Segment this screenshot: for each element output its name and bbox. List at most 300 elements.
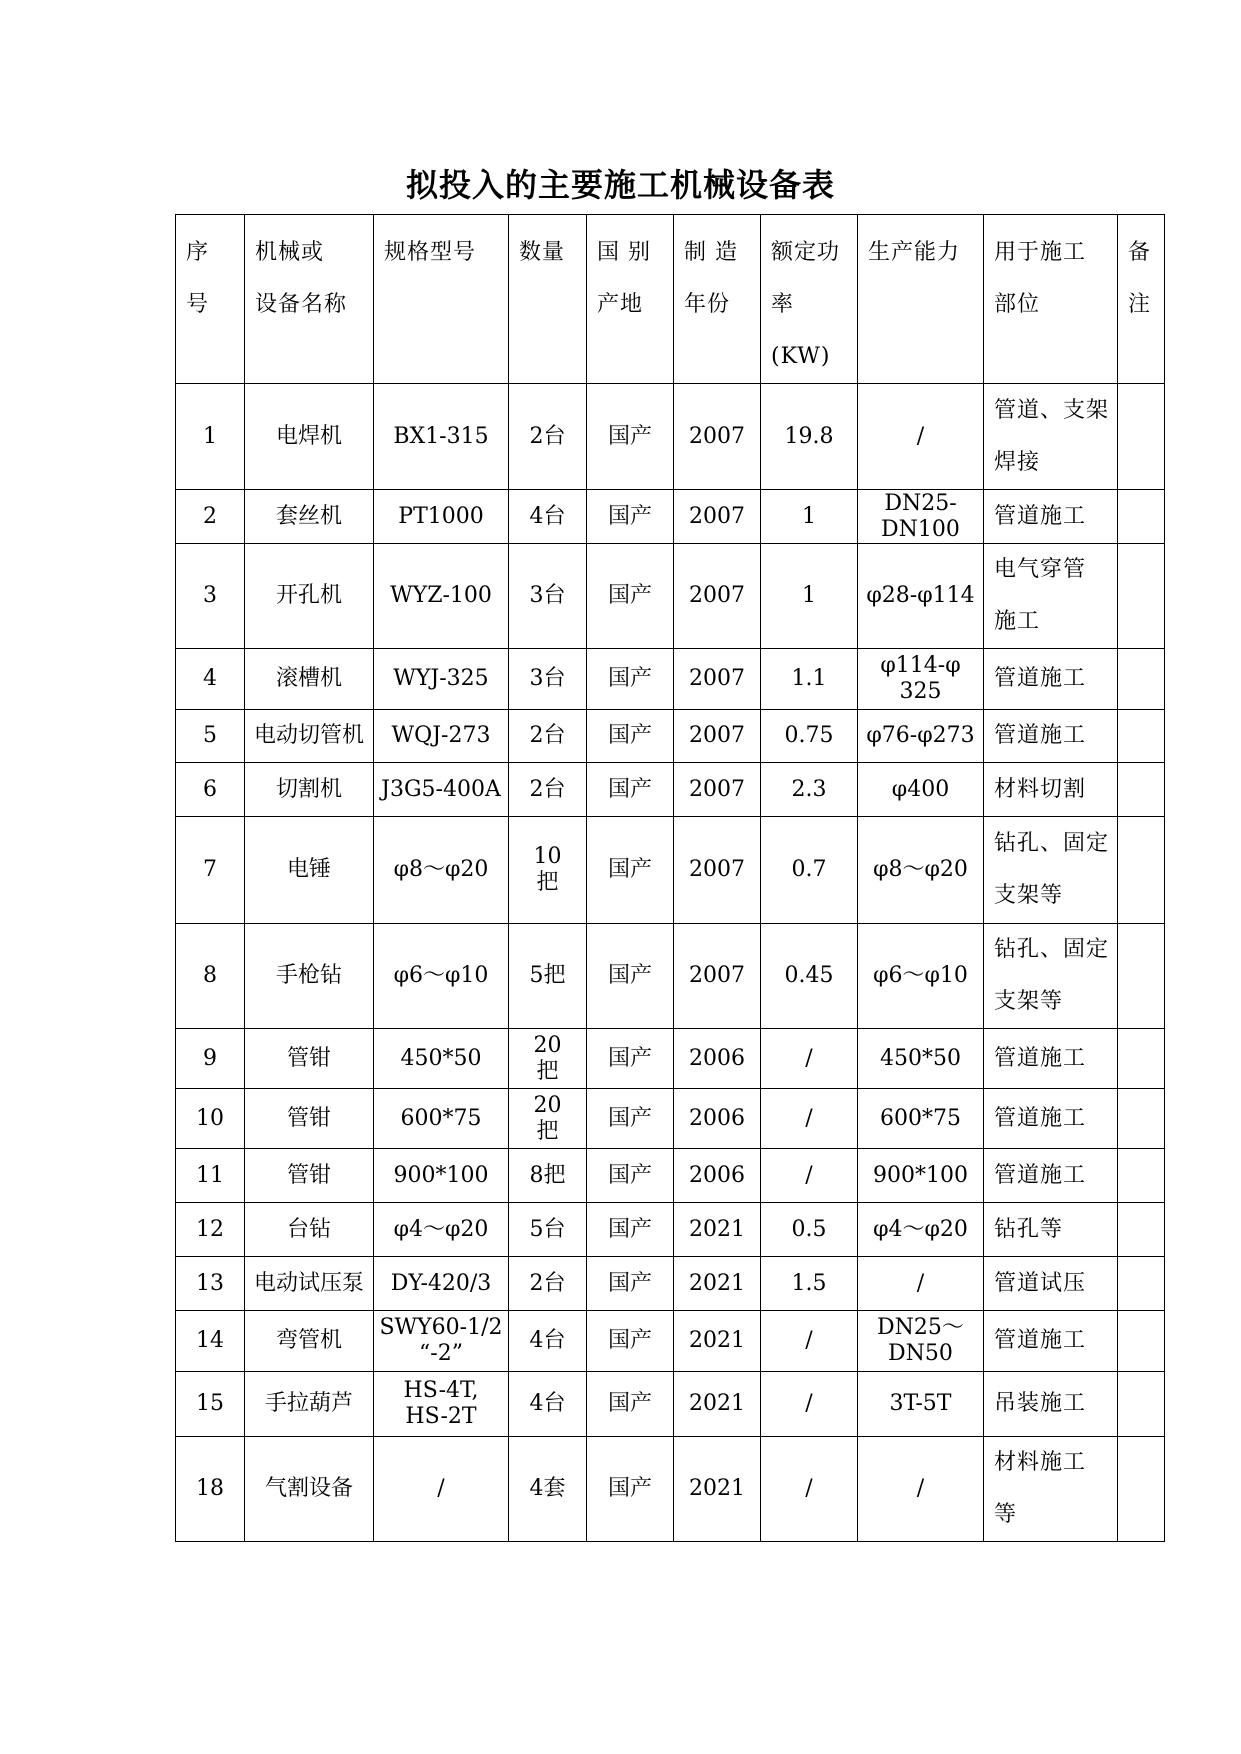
cell-power-text: / (805, 1476, 813, 1501)
cell-remark (1118, 1437, 1165, 1542)
cell-power (761, 763, 858, 817)
cell-model-text: 900*100 (393, 1162, 489, 1188)
cell-year-text: 2007 (689, 723, 745, 748)
table-row (176, 1372, 1165, 1437)
cell-qty (509, 1149, 587, 1203)
cell-no-text: 14 (196, 1328, 224, 1353)
table-row (176, 1203, 1165, 1257)
cell-capacity-text: 600*75 (880, 1105, 961, 1131)
cell-qty-text: 4套 (529, 1476, 566, 1501)
cell-qty-text: 2台 (529, 776, 566, 802)
cell-qty-text: 4台 (529, 1328, 566, 1353)
cell-model-text: φ6～φ10 (393, 963, 489, 988)
cell-power (761, 1372, 858, 1437)
cell-no (176, 1203, 245, 1257)
cell-no-text: 1 (203, 423, 217, 449)
cell-usage (984, 763, 1118, 817)
cell-capacity (858, 1149, 984, 1203)
cell-name-text: 手枪钻 (275, 963, 342, 988)
cell-capacity (858, 1372, 984, 1437)
cell-power (761, 817, 858, 924)
cell-qty (509, 763, 587, 817)
cell-qty-text: 4台 (529, 503, 566, 529)
cell-capacity (858, 1437, 984, 1542)
cell-origin-text: 国产 (607, 423, 652, 449)
cell-qty-text: 2台 (529, 723, 566, 748)
cell-model (374, 649, 509, 710)
cell-year (674, 1029, 761, 1089)
table-row (176, 384, 1165, 490)
cell-name-text: 开孔机 (275, 583, 342, 608)
cell-capacity-text: φ114-φ 325 (880, 653, 961, 704)
cell-capacity (858, 544, 984, 649)
cell-model (374, 710, 509, 763)
cell-year (674, 1311, 761, 1372)
cell-capacity (858, 490, 984, 544)
cell-power-text: / (805, 1162, 813, 1188)
cell-power (761, 710, 858, 763)
cell-year-text: 2007 (689, 857, 745, 882)
cell-no (176, 817, 245, 924)
cell-usage (984, 1029, 1118, 1089)
cell-year (674, 384, 761, 490)
cell-name (245, 384, 374, 490)
table-row (176, 649, 1165, 710)
cell-origin-text: 国产 (607, 1476, 652, 1501)
cell-qty-text: 3台 (529, 666, 566, 691)
cell-name (245, 1311, 374, 1372)
cell-remark (1118, 817, 1165, 924)
cell-qty (509, 817, 587, 924)
header-cell-qty: 数量 (509, 215, 587, 384)
cell-power-text: 1.5 (791, 1270, 827, 1296)
cell-capacity-text: 3T-5T (889, 1391, 952, 1416)
cell-power-text: 1 (802, 503, 816, 529)
cell-capacity-text: DN25～ DN50 (877, 1315, 964, 1366)
cell-qty-text: 3台 (529, 583, 566, 608)
cell-capacity-text: φ400 (891, 776, 950, 802)
cell-usage-text: 管道施工 (994, 666, 1087, 691)
table-row (176, 924, 1165, 1029)
cell-no-text: 12 (196, 1216, 224, 1242)
cell-usage-text: 材料施工 等 (994, 1450, 1087, 1527)
cell-usage (984, 1089, 1118, 1149)
cell-origin-text: 国产 (607, 583, 652, 608)
cell-usage (984, 649, 1118, 710)
table-row (176, 1089, 1165, 1149)
cell-origin-text: 国产 (607, 666, 652, 691)
cell-origin (587, 763, 674, 817)
table-row (176, 817, 1165, 924)
cell-capacity (858, 924, 984, 1029)
cell-power (761, 1089, 858, 1149)
cell-year (674, 1089, 761, 1149)
cell-remark (1118, 544, 1165, 649)
cell-usage-text: 钻孔、固定 支架等 (994, 937, 1110, 1014)
header-cell-name: 机械或 设备名称 (245, 215, 374, 384)
cell-capacity-text: DN25-DN100 (881, 490, 960, 542)
cell-no (176, 1029, 245, 1089)
cell-power-text: 0.75 (784, 723, 834, 748)
cell-origin (587, 649, 674, 710)
cell-usage (984, 1311, 1118, 1372)
cell-qty (509, 1372, 587, 1437)
cell-qty-text: 5台 (529, 1216, 566, 1242)
cell-year (674, 710, 761, 763)
table-row (176, 1437, 1165, 1542)
cell-origin (587, 1372, 674, 1437)
cell-capacity (858, 384, 984, 490)
cell-name-text: 管钳 (286, 1045, 331, 1071)
cell-qty (509, 1203, 587, 1257)
table-row (176, 1257, 1165, 1311)
cell-usage (984, 490, 1118, 544)
cell-usage (984, 817, 1118, 924)
table-row (176, 763, 1165, 817)
cell-year-text: 2007 (689, 583, 745, 608)
header-cell-capacity: 生产能力 (858, 215, 984, 384)
cell-year-text: 2021 (689, 1328, 745, 1353)
cell-usage-text: 管道施工 (994, 1162, 1087, 1188)
cell-name (245, 710, 374, 763)
cell-capacity (858, 817, 984, 924)
cell-year-text: 2021 (689, 1270, 745, 1296)
header-cell-year: 制 造 年份 (674, 215, 761, 384)
cell-origin-text: 国产 (607, 1045, 652, 1071)
cell-capacity-text: φ6～φ10 (873, 963, 968, 988)
cell-no-text: 6 (203, 776, 217, 802)
cell-power (761, 1203, 858, 1257)
cell-model-text: SWY60-1/2 “-2” (379, 1315, 503, 1366)
cell-model-text: WYZ-100 (390, 583, 492, 608)
cell-origin (587, 384, 674, 490)
cell-year-text: 2006 (689, 1105, 745, 1131)
cell-origin-text: 国产 (607, 1328, 652, 1353)
cell-no (176, 384, 245, 490)
cell-qty-text: 10 把 (533, 844, 562, 895)
cell-usage (984, 924, 1118, 1029)
cell-name-text: 滚槽机 (275, 666, 342, 691)
cell-year-text: 2021 (689, 1476, 745, 1501)
cell-capacity (858, 649, 984, 710)
cell-model-text: φ4～φ20 (393, 1216, 489, 1242)
cell-capacity-text: 450*50 (880, 1045, 961, 1071)
cell-power-text: 1 (802, 583, 816, 608)
cell-remark (1118, 763, 1165, 817)
header-cell-origin: 国 别 产地 (587, 215, 674, 384)
cell-year-text: 2007 (689, 963, 745, 988)
cell-name (245, 924, 374, 1029)
cell-no (176, 1257, 245, 1311)
cell-origin (587, 544, 674, 649)
cell-origin-text: 国产 (607, 776, 652, 802)
cell-no-text: 9 (203, 1045, 217, 1071)
cell-usage-text: 钻孔、固定 支架等 (994, 831, 1110, 908)
cell-power-text: / (805, 1045, 813, 1071)
cell-remark (1118, 490, 1165, 544)
cell-qty (509, 1437, 587, 1542)
cell-name (245, 649, 374, 710)
cell-capacity (858, 763, 984, 817)
cell-origin (587, 924, 674, 1029)
cell-usage-text: 钻孔等 (994, 1216, 1064, 1242)
cell-usage-text: 管道施工 (994, 1105, 1087, 1131)
cell-qty-text: 4台 (529, 1391, 566, 1416)
table-row (176, 490, 1165, 544)
cell-year (674, 763, 761, 817)
cell-name (245, 763, 374, 817)
cell-power (761, 924, 858, 1029)
cell-capacity (858, 1257, 984, 1311)
cell-no-text: 2 (203, 503, 217, 529)
cell-no-text: 8 (203, 963, 217, 988)
cell-capacity (858, 1089, 984, 1149)
cell-power (761, 1029, 858, 1089)
cell-qty-text: 20 把 (533, 1032, 562, 1084)
cell-no-text: 10 (196, 1105, 224, 1131)
cell-remark (1118, 1372, 1165, 1437)
cell-year (674, 1437, 761, 1542)
cell-name (245, 1089, 374, 1149)
cell-origin (587, 1203, 674, 1257)
cell-no (176, 1437, 245, 1542)
cell-year (674, 490, 761, 544)
cell-usage-text: 材料切割 (994, 776, 1087, 802)
cell-year (674, 817, 761, 924)
cell-year (674, 1203, 761, 1257)
cell-power-text: 1.1 (791, 666, 827, 691)
cell-power (761, 649, 858, 710)
cell-name-text: 套丝机 (275, 503, 342, 529)
cell-model-text: DY-420/3 (390, 1270, 492, 1296)
cell-qty-text: 5把 (529, 963, 566, 988)
cell-name-text: 电动试压泵 (253, 1270, 364, 1296)
cell-origin (587, 1089, 674, 1149)
cell-power-text: / (805, 1328, 813, 1353)
cell-capacity-text: φ4～φ20 (873, 1216, 968, 1242)
cell-name (245, 1149, 374, 1203)
cell-name (245, 1203, 374, 1257)
cell-remark (1118, 649, 1165, 710)
cell-model-text: WYJ-325 (393, 666, 489, 691)
table-row (176, 1311, 1165, 1372)
cell-model (374, 1311, 509, 1372)
cell-origin (587, 1257, 674, 1311)
table-row (176, 1149, 1165, 1203)
cell-model (374, 544, 509, 649)
cell-model (374, 1437, 509, 1542)
cell-no-text: 7 (203, 857, 217, 882)
cell-name-text: 电焊机 (275, 423, 342, 449)
cell-capacity (858, 710, 984, 763)
cell-power (761, 490, 858, 544)
cell-usage-text: 管道施工 (994, 723, 1087, 748)
cell-origin-text: 国产 (607, 1216, 652, 1242)
cell-model-text: / (437, 1476, 445, 1501)
cell-model (374, 1257, 509, 1311)
cell-power-text: 0.5 (791, 1216, 827, 1242)
cell-model-text: 600*75 (400, 1105, 482, 1131)
cell-name-text: 弯管机 (275, 1328, 342, 1353)
cell-no-text: 5 (203, 723, 217, 748)
cell-year (674, 924, 761, 1029)
cell-usage-text: 吊装施工 (994, 1391, 1087, 1416)
cell-origin (587, 1437, 674, 1542)
cell-name (245, 490, 374, 544)
cell-qty (509, 544, 587, 649)
header-cell-usage: 用于施工 部位 (984, 215, 1118, 384)
cell-qty (509, 1029, 587, 1089)
cell-no-text: 4 (203, 666, 217, 691)
cell-year-text: 2006 (689, 1162, 745, 1188)
cell-no-text: 15 (196, 1391, 224, 1416)
cell-remark (1118, 1089, 1165, 1149)
cell-year (674, 1149, 761, 1203)
cell-capacity-text: / (916, 423, 925, 449)
cell-qty (509, 490, 587, 544)
cell-origin-text: 国产 (607, 1270, 652, 1296)
cell-model (374, 817, 509, 924)
cell-model (374, 1029, 509, 1089)
cell-capacity-text: φ8～φ20 (873, 857, 968, 882)
cell-name-text: 管钳 (286, 1105, 331, 1131)
cell-year-text: 2007 (689, 776, 745, 802)
cell-model-text: WQJ-273 (391, 723, 491, 748)
cell-year (674, 649, 761, 710)
cell-usage-text: 管道施工 (994, 503, 1087, 529)
cell-no-text: 18 (196, 1476, 224, 1501)
cell-capacity-text: φ28-φ114 (866, 583, 975, 608)
equipment-table (175, 214, 1165, 1542)
cell-power (761, 1437, 858, 1542)
cell-qty (509, 1089, 587, 1149)
cell-remark (1118, 1257, 1165, 1311)
cell-model (374, 1149, 509, 1203)
cell-origin-text: 国产 (607, 857, 652, 882)
cell-no-text: 3 (203, 583, 217, 608)
cell-usage (984, 1149, 1118, 1203)
cell-no (176, 490, 245, 544)
cell-power (761, 1257, 858, 1311)
cell-model-text: BX1-315 (393, 423, 489, 449)
cell-name (245, 1437, 374, 1542)
cell-model-text: HS-4T, HS-2T (403, 1378, 479, 1429)
cell-year-text: 2006 (689, 1045, 745, 1071)
cell-capacity (858, 1311, 984, 1372)
cell-power-text: 0.45 (784, 963, 834, 988)
cell-capacity-text: 900*100 (873, 1162, 968, 1188)
cell-origin (587, 1029, 674, 1089)
cell-origin (587, 1149, 674, 1203)
cell-usage (984, 1203, 1118, 1257)
cell-no-text: 11 (196, 1162, 224, 1188)
cell-no (176, 1311, 245, 1372)
cell-year (674, 1257, 761, 1311)
cell-name-text: 管钳 (286, 1162, 331, 1188)
cell-name-text: 电锤 (286, 857, 331, 882)
cell-year-text: 2021 (689, 1391, 745, 1416)
cell-name-text: 手拉葫芦 (264, 1391, 353, 1416)
table-row (176, 710, 1165, 763)
cell-usage-text: 管道、支架 焊接 (994, 397, 1110, 475)
cell-power (761, 1311, 858, 1372)
cell-model (374, 1372, 509, 1437)
cell-power (761, 1149, 858, 1203)
cell-name-text: 台钻 (286, 1216, 331, 1242)
table-row (176, 1029, 1165, 1089)
cell-usage-text: 管道试压 (994, 1270, 1087, 1296)
cell-model (374, 384, 509, 490)
cell-power (761, 384, 858, 490)
cell-remark (1118, 1149, 1165, 1203)
cell-remark (1118, 1203, 1165, 1257)
cell-remark (1118, 1311, 1165, 1372)
cell-qty-text: 20 把 (533, 1092, 562, 1144)
cell-no (176, 1089, 245, 1149)
cell-name (245, 1029, 374, 1089)
cell-usage (984, 1257, 1118, 1311)
cell-model (374, 490, 509, 544)
cell-capacity-text: φ76-φ273 (866, 723, 975, 748)
cell-origin (587, 1311, 674, 1372)
cell-name (245, 1372, 374, 1437)
cell-power-text: 2.3 (791, 776, 827, 802)
cell-capacity (858, 1203, 984, 1257)
cell-no (176, 710, 245, 763)
table-row (176, 544, 1165, 649)
header-cell-remark: 备 注 (1118, 215, 1165, 384)
cell-model (374, 1089, 509, 1149)
cell-model-text: J3G5-400A (381, 776, 501, 802)
cell-usage (984, 544, 1118, 649)
cell-no (176, 1149, 245, 1203)
cell-origin (587, 490, 674, 544)
cell-origin-text: 国产 (607, 1391, 652, 1416)
cell-origin-text: 国产 (607, 1162, 652, 1188)
cell-year-text: 2007 (689, 666, 745, 691)
cell-usage (984, 1372, 1118, 1437)
cell-name-text: 气割设备 (264, 1476, 353, 1501)
cell-qty (509, 384, 587, 490)
cell-model-text: 450*50 (400, 1045, 482, 1071)
cell-name-text: 电动切管机 (253, 723, 364, 748)
cell-qty (509, 1257, 587, 1311)
cell-model (374, 924, 509, 1029)
cell-origin-text: 国产 (607, 963, 652, 988)
cell-power-text: / (805, 1391, 813, 1416)
cell-power-text: 19.8 (784, 423, 834, 449)
cell-year-text: 2021 (689, 1216, 745, 1242)
cell-origin-text: 国产 (607, 503, 652, 529)
cell-name (245, 544, 374, 649)
cell-qty (509, 649, 587, 710)
cell-no (176, 649, 245, 710)
cell-origin-text: 国产 (607, 1105, 652, 1131)
cell-year (674, 544, 761, 649)
cell-origin (587, 710, 674, 763)
cell-remark (1118, 384, 1165, 490)
cell-remark (1118, 924, 1165, 1029)
header-cell-power: 额定功 率(KW) (761, 215, 858, 384)
cell-usage-text: 电气穿管 施工 (994, 557, 1087, 634)
cell-usage-text: 管道施工 (994, 1328, 1087, 1353)
cell-name (245, 817, 374, 924)
cell-usage-text: 管道施工 (994, 1045, 1087, 1071)
header-cell-model: 规格型号 (374, 215, 509, 384)
cell-year (674, 1372, 761, 1437)
cell-origin (587, 817, 674, 924)
cell-qty-text: 8把 (529, 1162, 566, 1188)
